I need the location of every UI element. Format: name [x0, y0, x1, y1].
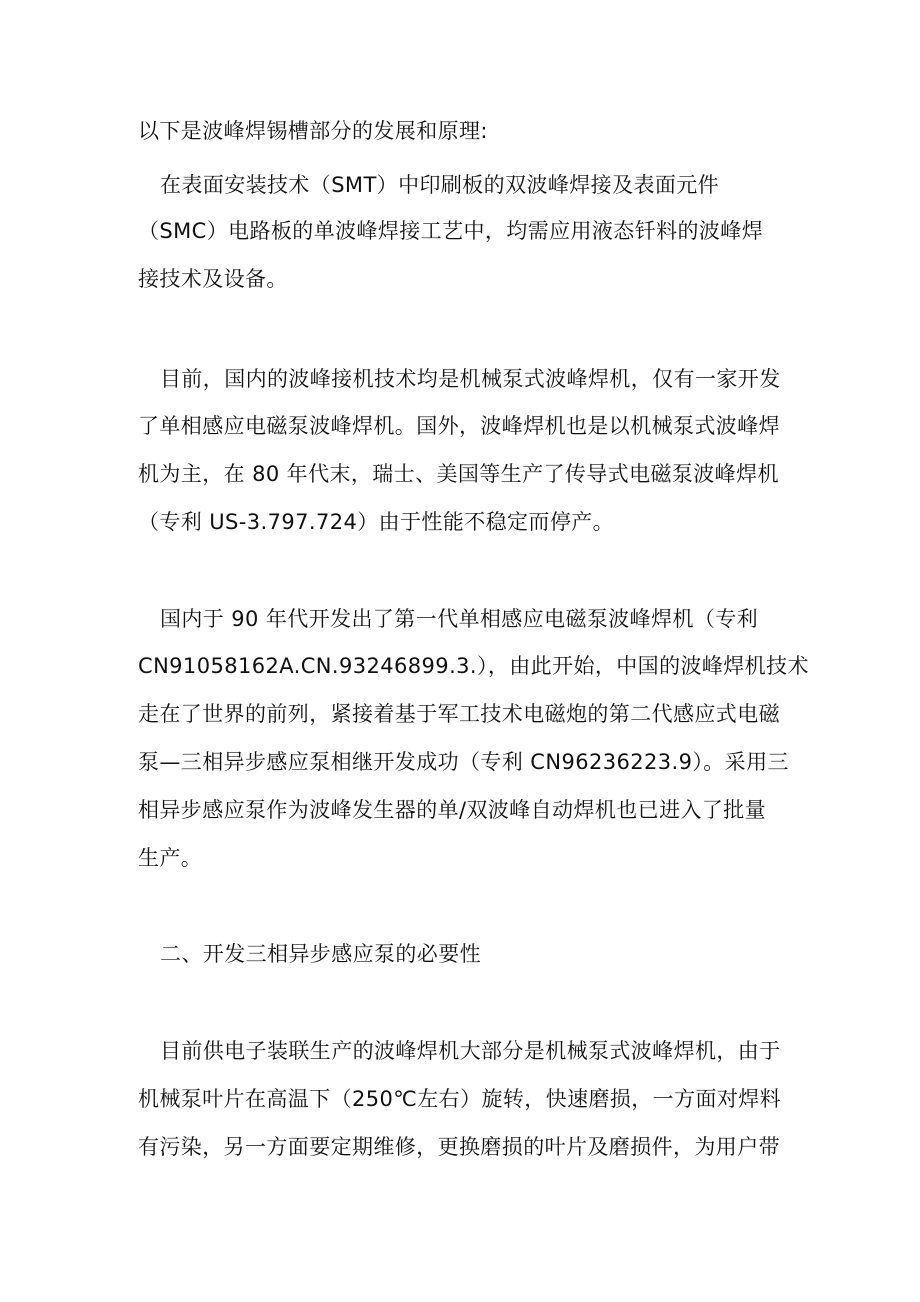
paragraph3-line3: 走在了世界的前列，紧接着基于军工技术电磁炮的第二代感应式电磁	[138, 702, 780, 726]
paragraph1-line2: （SMC）电路板的单波峰焊接工艺中，均需应用液态钎料的波峰焊	[138, 219, 764, 243]
paragraph3-line1: 国内于 90 年代开发出了第一代单相感应电磁泵波峰焊机（专利	[160, 607, 759, 631]
paragraph3-line2: CN91058162A.CN.93246899.3.），由此开始，中国的波峰焊机技术	[138, 654, 809, 678]
intro-line: 以下是波峰焊锡槽部分的发展和原理:	[138, 119, 488, 143]
paragraph2-line1: 目前，国内的波峰接机技术均是机械泵式波峰焊机，仅有一家开发	[160, 367, 781, 391]
paragraph1-line3: 接技术及设备。	[138, 267, 288, 291]
paragraph4-line2: 机械泵叶片在高温下（250℃左右）旋转，快速磨损，一方面对焊料	[138, 1087, 782, 1111]
paragraph1-line1: 在表面安装技术（SMT）中印刷板的双波峰焊接及表面元件	[160, 173, 720, 197]
paragraph4-line3: 有污染，另一方面要定期维修，更换磨损的叶片及磨损件，为用户带	[138, 1135, 780, 1159]
paragraph2-line4: （专利 US-3.797.724）由于性能不稳定而停产。	[138, 510, 615, 534]
paragraph3-line5: 相异步感应泵作为波峰发生器的单/双波峰自动焊机也已进入了批量	[138, 798, 767, 822]
paragraph2-line2: 了单相感应电磁泵波峰焊机。国外，波峰焊机也是以机械泵式波峰焊	[138, 414, 780, 438]
section-heading: 二、开发三相异步感应泵的必要性	[160, 942, 481, 966]
paragraph2-line3: 机为主，在 80 年代末，瑞士、美国等生产了传导式电磁泵波峰焊机	[138, 462, 779, 486]
paragraph3-line4: 泵—三相异步感应泵相继开发成功（专利 CN96236223.9）。采用三	[138, 750, 789, 774]
paragraph4-line1: 目前供电子装联生产的波峰焊机大部分是机械泵式波峰焊机，由于	[160, 1039, 781, 1063]
paragraph3-line6: 生产。	[138, 846, 203, 870]
